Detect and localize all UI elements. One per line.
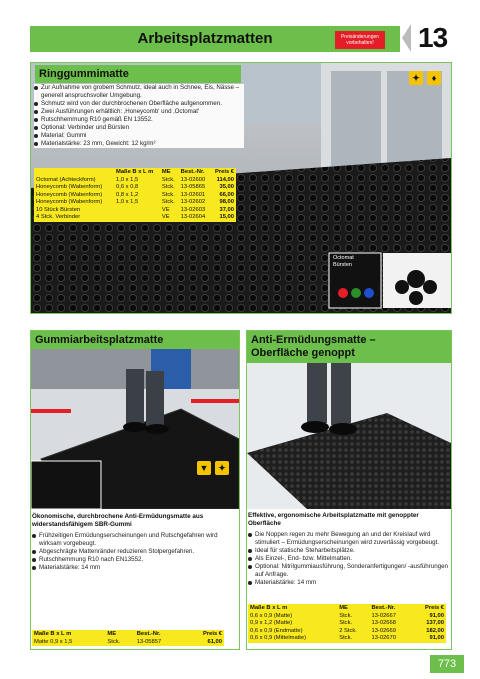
table-cell: Stck.	[337, 613, 369, 621]
table-cell: 61,00	[184, 639, 224, 647]
table-cell: Stck.	[160, 184, 179, 192]
col-header: Preis €	[210, 168, 236, 177]
gummi-photo-svg	[31, 349, 239, 509]
table-cell: 0,6 x 0,9 (Matte)	[248, 613, 337, 621]
table-cell: 1,0 x 1,5	[114, 177, 160, 185]
col-header: Maße B x L m	[32, 630, 105, 639]
weight-icon: ▼	[197, 461, 211, 475]
liquid-drop-icon: ♦	[427, 71, 441, 85]
col-header	[34, 168, 114, 177]
table-cell: 0,9 x 1,2 (Matte)	[248, 620, 337, 628]
table-cell: Stck.	[160, 192, 179, 200]
table-cell: 35,00	[210, 184, 236, 192]
table-cell: 15,00	[210, 214, 236, 222]
anti-bullets	[248, 531, 448, 587]
table-cell: 1,0 x 1,5	[114, 199, 160, 207]
col-header: Best.-Nr.	[179, 168, 211, 177]
table-row	[248, 620, 446, 628]
table-cell: Stck.	[105, 639, 134, 647]
table-cell: Stck.	[337, 620, 369, 628]
table-header-row	[248, 604, 446, 613]
table-cell: 13-02602	[179, 199, 211, 207]
list-item: Frühzeitigen Ermüdungserscheinungen und Rutschgefahren wird wirksam vorgebeugt.	[32, 532, 232, 548]
list-item: Optional: Nitrilgummiausführung, Sonderanfertigungen/ -ausführungen auf Anfrage.	[248, 563, 448, 579]
gummiarbeitsplatzmatte-section	[30, 330, 240, 650]
list-item: Rutschhemmung R10 gemäß EN 13552.	[34, 116, 244, 124]
col-header: ME	[337, 604, 369, 613]
table-cell: 2 Stck.	[337, 628, 369, 636]
price-notice-badge: Preisänderungen vorbehalten!	[335, 31, 385, 49]
col-header: Preis €	[412, 604, 446, 613]
page-number: 773	[430, 655, 464, 673]
table-cell: 37,00	[210, 207, 236, 215]
list-item: Die Noppen regen zu mehr Bewegung an und der Kreislauf wird stimuliert – Ermüdungserscheinungen wird zuverlässig vorgebeugt.	[248, 531, 448, 547]
list-item: Zur Aufnahme von grobem Schmutz, ideal auch in Schnee, Eis, Nässe – generell anspruchsvoller Umgebung.	[34, 84, 244, 100]
table-row	[248, 613, 446, 621]
list-item: Material: Gummi	[34, 132, 244, 140]
table-cell: Matte 0,9 x 1,5	[32, 639, 105, 647]
table-cell: 13-02600	[179, 177, 211, 185]
list-item: Abgeschrägte Mattenränder reduzieren Stolpergefahren.	[32, 548, 232, 556]
chapter-arrow-icon	[402, 24, 411, 52]
table-cell: Honeycomb (Wabenform)	[34, 184, 114, 192]
list-item: Materialstärke: 14 mm	[32, 564, 232, 572]
table-cell: 0,6 x 0,8	[114, 184, 160, 192]
table-cell: Honeycomb (Wabenform)	[34, 192, 114, 200]
inset-label-octomat: Octomat	[333, 255, 354, 261]
list-item: Als Einzel-, End- bzw. Mittelmatten.	[248, 555, 448, 563]
gummi-mat-photo	[31, 349, 239, 509]
table-cell: 13-02670	[369, 635, 411, 643]
table-cell	[114, 214, 160, 222]
table-cell: Stck.	[337, 635, 369, 643]
anti-photo-svg	[247, 363, 451, 509]
table-cell: 91,00	[412, 635, 446, 643]
table-row	[248, 635, 446, 643]
table-header-row	[32, 630, 224, 639]
table-cell: 13-02667	[369, 613, 411, 621]
gummi-intro: Ökonomische, durchbrochene Anti-Ermüdungsmatte aus widerstandsfähigem SBR-Gummi	[32, 513, 204, 528]
table-row	[34, 214, 236, 222]
gummi-table	[32, 630, 224, 646]
table-cell: VE	[160, 214, 179, 222]
col-header: Maße B x L m	[248, 604, 337, 613]
anti-intro: Effektive, ergonomische Arbeitsplatzmatte mit genoppter Oberfläche	[248, 512, 419, 527]
col-header: Preis €	[184, 630, 224, 639]
table-cell: 13-02601	[179, 192, 211, 200]
table-cell: 0,6 x 0,9 (Endmatte)	[248, 628, 337, 636]
table-cell: 114,00	[210, 177, 236, 185]
table-cell: VE	[160, 207, 179, 215]
anti-table	[248, 604, 446, 643]
table-cell: Octomat (Achteckform)	[34, 177, 114, 185]
slip-resistance-icon: ✦	[409, 71, 423, 85]
table-cell: Honeycomb (Wabenform)	[34, 199, 114, 207]
ringgummimatte-title: Ringgummimatte	[35, 65, 241, 83]
anti-ermuedungsmatte-title	[247, 331, 451, 363]
table-cell: 0,6 x 0,9 (Mittelmatte)	[248, 635, 337, 643]
table-cell: 10 Stück Bürsten	[34, 207, 114, 215]
table-row	[34, 177, 236, 185]
table-cell: 182,00	[412, 628, 446, 636]
chapter-number: 13	[418, 22, 448, 53]
table-cell: 13-02668	[369, 620, 411, 628]
table-cell: 66,00	[210, 192, 236, 200]
table-cell: 13-05857	[135, 639, 184, 647]
ringgummimatte-bullets	[34, 84, 244, 148]
anti-title-line1: Anti-Ermüdungsmatte –	[251, 334, 376, 346]
table-cell: Stck.	[160, 177, 179, 185]
table-cell: 13-02604	[179, 214, 211, 222]
table-row	[34, 207, 236, 215]
inset-label-buersten: Bürsten	[333, 262, 352, 268]
table-cell: 98,00	[210, 199, 236, 207]
table-row	[248, 628, 446, 636]
table-cell: 4 Stck. Verbinder	[34, 214, 114, 222]
gummiarbeitsplatzmatte-title: Gummiarbeitsplatzmatte	[31, 331, 239, 349]
col-header: ME	[105, 630, 134, 639]
fatigue-icon: ✦	[215, 461, 229, 475]
list-item: Zwei Ausführungen erhältlich: ‚Honeycomb' und ‚Octomat'	[34, 108, 244, 116]
ringgummimatte-table	[34, 168, 236, 222]
table-row	[34, 199, 236, 207]
table-row	[32, 639, 224, 647]
anti-mat-photo	[247, 363, 451, 509]
col-header: Best.-Nr.	[135, 630, 184, 639]
table-cell: Stck.	[160, 199, 179, 207]
table-cell: 137,00	[412, 620, 446, 628]
list-item: Schmutz wird von der durchbrochenen Oberfläche aufgenommen.	[34, 100, 244, 108]
table-cell: 13-02669	[369, 628, 411, 636]
page-title: Arbeitsplatzmatten	[137, 30, 273, 47]
anti-ermuedungsmatte-section	[246, 330, 452, 650]
table-cell	[114, 207, 160, 215]
list-item: Ideal für statische Steharbeitsplätze.	[248, 547, 448, 555]
list-item: Rutschhemmung R10 nach EN13552.	[32, 556, 232, 564]
list-item: Optional: Verbinder und Bürsten	[34, 124, 244, 132]
col-header: ME	[160, 168, 179, 177]
list-item: Materialstärke: 14 mm	[248, 579, 448, 587]
table-cell: 13-02603	[179, 207, 211, 215]
table-cell: 13-05865	[179, 184, 211, 192]
gummi-bullets	[32, 532, 232, 572]
col-header: Best.-Nr.	[369, 604, 411, 613]
anti-title-line2: Oberfläche genoppt	[251, 347, 355, 359]
table-row	[34, 192, 236, 200]
table-header-row	[34, 168, 236, 177]
col-header: Maße B x L m	[114, 168, 160, 177]
table-cell: 0,8 x 1,2	[114, 192, 160, 200]
list-item: Materialstärke: 23 mm, Gewicht: 12 kg/m²	[34, 140, 244, 148]
table-cell: 91,00	[412, 613, 446, 621]
table-row	[34, 184, 236, 192]
